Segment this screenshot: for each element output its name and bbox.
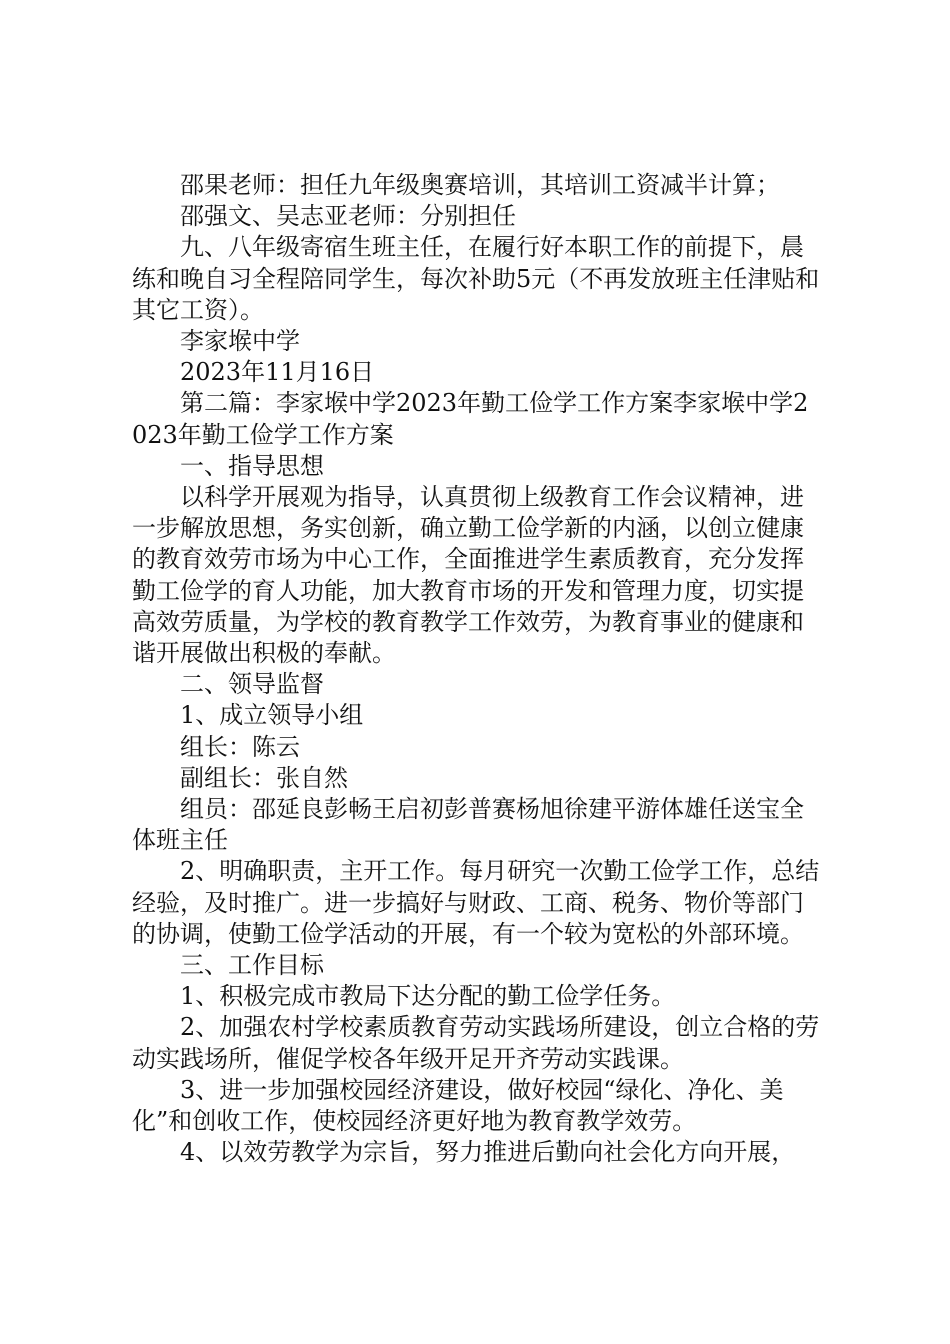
group-leader: 组长：陈云	[180, 732, 300, 761]
goal-item-2: 2、加强农村学校素质教育劳动实践场所建设，创立合格的劳动实践场所，催促学校各年级开足开齐劳动实践课。	[132, 1013, 820, 1073]
paragraph-teachers-assignment: 邵强文、吴志亚老师：分别担任	[180, 202, 516, 231]
goal-item-3: 3、进一步加强校园经济建设，做好校园“绿化、净化、美化”和创收工作，使校园经济更好地为教育教学效劳。	[132, 1075, 784, 1136]
section-title-part-two: 第二篇：李家堠中学2023年勤工俭学工作方案李家堠中学2023年勤工俭学工作方案	[132, 389, 809, 449]
item-responsibilities: 2、明确职责，主开工作。每月研究一次勤工俭学工作，总结经验，及时推广。进一步搞好与财政、工商、税务、物价等部门的协调，使勤工俭学活动的开展，有一个较为宽松的外部环境。	[132, 857, 820, 948]
paragraph-boarding-head-teacher: 九、八年级寄宿生班主任，在履行好本职工作的前提下，晨练和晚自习全程陪同学生，每次补助5元（不再发放班主任津贴和其它工资）。	[132, 233, 820, 324]
paragraph-guiding-thought: 以科学开展观为指导，认真贯彻上级教育工作会议精神，进一步解放思想，务实创新，确立勤工俭学新的内涵，以创立健康的教育效劳市场为中心工作，全面推进学生素质教育，充分发挥勤工俭学的育人功能，加大教育市场的开发和管理力度，切实提高效劳质量，为学校的教育教学工作效劳，为教育事业的健康和谐开展做出积极的奉献。	[132, 483, 804, 668]
heading-work-goals: 三、工作目标	[180, 951, 324, 980]
paragraph-teacher-shao-guo: 邵果老师：担任九年级奥赛培训，其培训工资减半计算；	[180, 171, 780, 199]
document-body	[132, 170, 822, 1169]
school-name: 李家堠中学	[180, 327, 300, 356]
deputy-group-leader: 副组长：张自然	[180, 763, 348, 792]
document-date: 2023年11月16日	[180, 358, 375, 387]
heading-guiding-thought: 一、指导思想	[180, 451, 324, 480]
item-leadership-group: 1、成立领导小组	[180, 701, 364, 730]
heading-leadership: 二、领导监督	[180, 670, 324, 699]
goal-item-1: 1、积极完成市教局下达分配的勤工俭学任务。	[180, 982, 676, 1011]
group-members: 组员：邵延良彭畅王启初彭普赛杨旭徐建平游体雄任送宝全体班主任	[132, 795, 804, 855]
goal-item-4: 4、以效劳教学为宗旨，努力推进后勤向社会化方向开展，	[180, 1138, 796, 1167]
